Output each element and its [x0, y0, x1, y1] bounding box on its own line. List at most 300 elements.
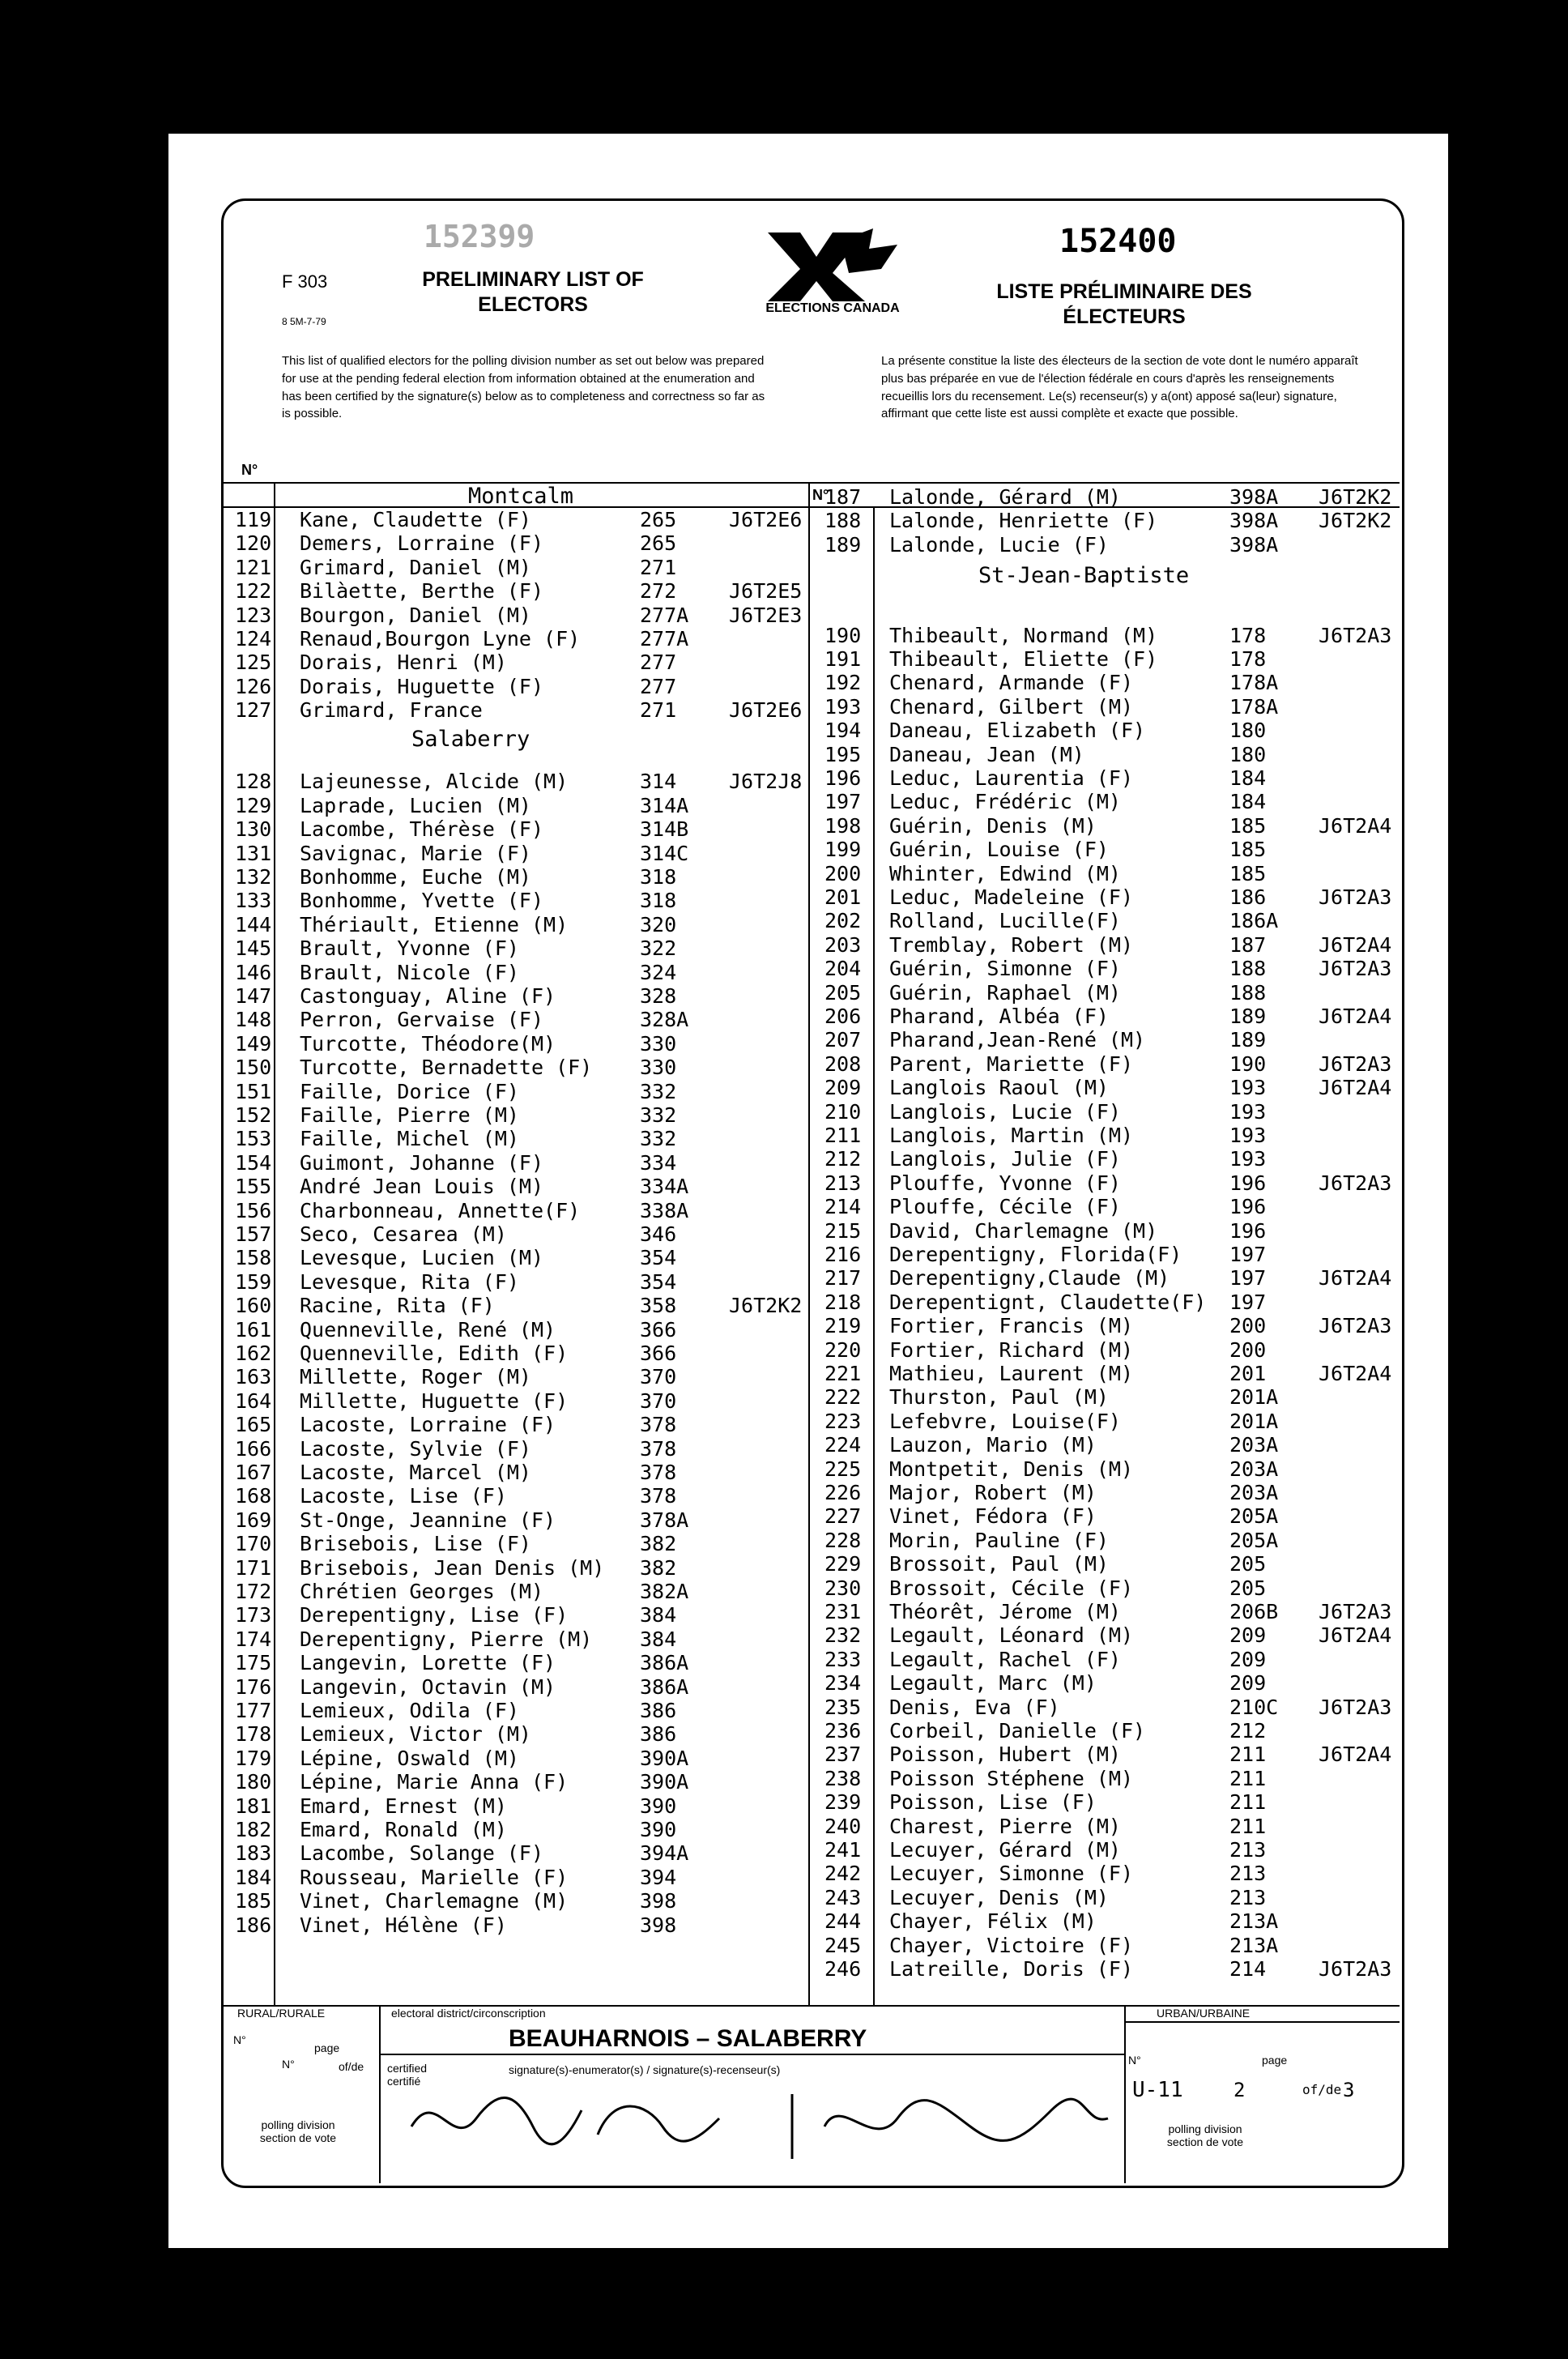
elector-number: 236: [824, 1718, 862, 1743]
elector-number: 159: [235, 1269, 272, 1294]
list-number: 152400: [1059, 223, 1177, 260]
elector-number: 209: [824, 1076, 862, 1100]
elector-name: Laprade, Lucien (M): [300, 793, 531, 817]
street-number: 178: [1229, 623, 1267, 647]
section-montcalm: Montcalm: [468, 484, 574, 509]
elector-number: 165: [235, 1413, 272, 1437]
elector-number: 201: [824, 885, 862, 909]
elector-name: Millette, Huguette (F): [300, 1389, 569, 1413]
elector-name: Chayer, Victoire (F): [889, 1933, 1134, 1957]
postal-code: J6T2A3: [1319, 623, 1392, 647]
elector-name: Levesque, Lucien (M): [300, 1246, 544, 1270]
elector-name: André Jean Louis (M): [300, 1175, 544, 1199]
district-label: electoral district/circonscription: [391, 2007, 546, 2020]
elector-name: Quenneville, Edith (F): [300, 1342, 569, 1365]
street-number: 213: [1229, 1862, 1267, 1886]
elector-name: Daneau, Jean (M): [889, 742, 1084, 766]
street-number: 197: [1229, 1266, 1267, 1290]
elector-name: Dorais, Huguette (F): [300, 674, 544, 698]
elector-name: St-Onge, Jeannine (F): [300, 1508, 556, 1532]
elector-number: 169: [235, 1508, 272, 1532]
elector-number: 172: [235, 1580, 272, 1603]
street-number: 394A: [640, 1841, 689, 1866]
svg-text:ELECTIONS CANADA: ELECTIONS CANADA: [765, 301, 900, 315]
elector-name: Thibeault, Normand (M): [889, 623, 1158, 647]
elector-name: Langevin, Lorette (F): [300, 1651, 556, 1675]
elector-name: Lacombe, Solange (F): [300, 1841, 544, 1866]
elector-name: Lacombe, Thérèse (F): [300, 817, 544, 842]
street-number: 193: [1229, 1147, 1267, 1171]
street-number: 314C: [640, 841, 689, 865]
elector-name: Legault, Léonard (M): [889, 1623, 1134, 1648]
elector-number: 184: [235, 1865, 272, 1889]
elector-name: Legault, Marc (M): [889, 1671, 1097, 1696]
elector-number: 154: [235, 1150, 272, 1175]
elector-name: Langlois, Lucie (F): [889, 1099, 1121, 1124]
street-number: 186: [1229, 885, 1267, 909]
elector-number: 241: [824, 1837, 862, 1862]
elector-name: Fortier, Richard (M): [889, 1337, 1134, 1362]
elector-number: 216: [824, 1242, 862, 1266]
street-number: 212: [1229, 1718, 1267, 1743]
elector-name: Tremblay, Robert (M): [889, 932, 1134, 957]
elector-number: 220: [824, 1337, 862, 1362]
elector-number: 215: [824, 1218, 862, 1243]
elections-canada-logo: [752, 224, 914, 322]
elector-name: Bourgon, Daniel (M): [300, 603, 531, 627]
street-number: 318: [640, 889, 677, 913]
elector-name: Lemieux, Victor (M): [300, 1722, 531, 1747]
elector-name: Dorais, Henri (M): [300, 651, 507, 675]
street-number: 314A: [640, 793, 689, 817]
elector-name: Legault, Rachel (F): [889, 1647, 1121, 1671]
elector-name: Parent, Mariette (F): [889, 1052, 1134, 1076]
certified-label: certified certifié: [387, 2062, 428, 2088]
elector-number: 163: [235, 1365, 272, 1389]
polling-label-right: polling division section de vote: [1166, 2122, 1244, 2148]
elector-number: 126: [235, 674, 272, 698]
elector-name: Turcotte, Bernadette (F): [300, 1056, 593, 1080]
street-number: 378: [640, 1461, 677, 1484]
elector-name: Langlois Raoul (M): [889, 1076, 1109, 1100]
street-number: 332: [640, 1127, 677, 1151]
street-number: 213A: [1229, 1933, 1279, 1957]
elector-number: 185: [235, 1889, 272, 1913]
elector-number: 203: [824, 932, 862, 957]
street-number: 265: [640, 531, 677, 556]
elector-number: 226: [824, 1480, 862, 1504]
street-number: 213A: [1229, 1909, 1279, 1934]
street-number: 205A: [1229, 1504, 1279, 1529]
postal-code: J6T2A4: [1319, 1623, 1392, 1648]
street-number: 196: [1229, 1171, 1267, 1195]
postal-code: J6T2A3: [1319, 1314, 1392, 1338]
street-number: 320: [640, 912, 677, 936]
elector-number: 146: [235, 960, 272, 984]
elector-number: 171: [235, 1555, 272, 1580]
street-number: 210C: [1229, 1695, 1279, 1719]
elector-number: 205: [824, 980, 862, 1005]
street-number: 189: [1229, 1028, 1267, 1052]
street-number: 205: [1229, 1576, 1267, 1600]
elector-number: 152: [235, 1103, 272, 1127]
street-number: 178A: [1229, 671, 1279, 695]
elector-number: 199: [824, 838, 862, 862]
elector-number: 148: [235, 1008, 272, 1032]
elector-number: 173: [235, 1603, 272, 1627]
elector-number: 130: [235, 817, 272, 842]
elector-name: Charbonneau, Annette(F): [300, 1198, 581, 1222]
elector-name: Lacoste, Lorraine (F): [300, 1413, 556, 1437]
street-number: 398A: [1229, 532, 1279, 557]
elector-name: Millette, Roger (M): [300, 1365, 531, 1389]
street-number: 382A: [640, 1580, 689, 1603]
rural-no: N°: [233, 2033, 246, 2046]
elector-number: 221: [824, 1361, 862, 1385]
district-name: BEAUHARNOIS – SALABERRY: [509, 2025, 867, 2052]
street-number: 318: [640, 865, 677, 889]
elector-name: Derepentigny, Pierre (M): [300, 1627, 593, 1651]
elector-name: Major, Robert (M): [889, 1480, 1097, 1504]
street-number: 358: [640, 1294, 677, 1318]
street-number: 378A: [640, 1508, 689, 1532]
street-number: 211: [1229, 1766, 1267, 1790]
street-number: 193: [1229, 1076, 1267, 1100]
elector-number: 122: [235, 579, 272, 604]
street-number: 211: [1229, 1790, 1267, 1815]
elector-number: 243: [824, 1885, 862, 1909]
street-number: 354: [640, 1246, 677, 1270]
street-number: 203A: [1229, 1480, 1279, 1504]
postal-code: J6T2E5: [729, 579, 803, 604]
elector-number: 151: [235, 1079, 272, 1103]
intro-en: This list of qualified electors for the polling division number as set out below was prepared for use at the pending federal election from information obtained at the enumeration and has been certified by the signature(s) below as to completeness and correctness so far as is possible.: [282, 354, 765, 421]
street-number: 271: [640, 555, 677, 579]
elector-name: Thériault, Etienne (M): [300, 912, 569, 936]
postal-code: J6T2E6: [729, 508, 803, 531]
elector-number: 233: [824, 1647, 862, 1671]
street-number: 382: [640, 1532, 677, 1556]
street-number: 188: [1229, 980, 1267, 1005]
street-number: 209: [1229, 1623, 1267, 1648]
elector-number: 192: [824, 671, 862, 695]
elector-number: 177: [235, 1699, 272, 1722]
elector-number: 187: [824, 485, 862, 509]
elector-number: 206: [824, 1004, 862, 1028]
street-number: 180: [1229, 742, 1267, 766]
elector-number: 174: [235, 1627, 272, 1651]
elector-name: Leduc, Frédéric (M): [889, 790, 1121, 814]
elector-number: 245: [824, 1933, 862, 1957]
postal-code: J6T2A4: [1319, 1743, 1392, 1767]
elector-name: Chenard, Armande (F): [889, 671, 1134, 695]
postal-code: J6T2A4: [1319, 1361, 1392, 1385]
street-number: 334: [640, 1150, 677, 1175]
page-total: 3: [1343, 2079, 1355, 2101]
elector-number: 227: [824, 1504, 862, 1529]
elector-number: 155: [235, 1175, 272, 1199]
street-number: 213: [1229, 1837, 1267, 1862]
street-number: 178: [1229, 646, 1267, 671]
elector-name: Vinet, Charlemagne (M): [300, 1889, 569, 1913]
elector-number: 145: [235, 936, 272, 961]
elector-number: 202: [824, 909, 862, 933]
elector-number: 197: [824, 790, 862, 814]
street-number: 185: [1229, 861, 1267, 885]
street-number: 206B: [1229, 1599, 1279, 1623]
postal-code: J6T2A3: [1319, 1171, 1392, 1195]
elector-number: 182: [235, 1818, 272, 1841]
street-number: 398: [640, 1889, 677, 1913]
elector-number: 244: [824, 1909, 862, 1934]
postal-code: J6T2K2: [729, 1294, 803, 1318]
elector-name: Bilàette, Berthe (F): [300, 579, 544, 604]
elector-name: Lacoste, Marcel (M): [300, 1461, 531, 1484]
street-number: 386: [640, 1722, 677, 1747]
street-number: 398A: [1229, 509, 1279, 533]
elector-number: 195: [824, 742, 862, 766]
street-number: 390: [640, 1794, 677, 1818]
street-number: 197: [1229, 1290, 1267, 1314]
street-number: 322: [640, 936, 677, 961]
rural-label: RURAL/RURALE: [237, 2007, 326, 2020]
elector-name: Langlois, Martin (M): [889, 1123, 1134, 1147]
elector-number: 219: [824, 1314, 862, 1338]
elector-number: 239: [824, 1790, 862, 1815]
elector-name: Brossoit, Paul (M): [889, 1552, 1109, 1576]
elector-number: 242: [824, 1862, 862, 1886]
elector-name: Lacoste, Lise (F): [300, 1484, 507, 1508]
postal-code: J6T2A3: [1319, 1052, 1392, 1076]
street-number: 201: [1229, 1361, 1267, 1385]
elector-number: 179: [235, 1746, 272, 1770]
elector-number: 186: [235, 1913, 272, 1937]
elector-number: 193: [824, 694, 862, 719]
elector-name: Vinet, Fédora (F): [889, 1504, 1097, 1529]
street-number: 366: [640, 1342, 677, 1365]
rural-of-label: of/de: [339, 2060, 364, 2073]
elector-name: Guérin, Louise (F): [889, 838, 1109, 862]
elector-number: 196: [824, 766, 862, 790]
elector-name: Théorêt, Jérome (M): [889, 1599, 1121, 1623]
elector-name: Seco, Cesarea (M): [300, 1222, 507, 1246]
street-number: 186A: [1229, 909, 1279, 933]
title-en: PRELIMINARY LIST OF ELECTORS: [422, 268, 644, 317]
elector-name: Plouffe, Cécile (F): [889, 1195, 1121, 1219]
elector-number: 149: [235, 1031, 272, 1056]
elector-number: 234: [824, 1671, 862, 1696]
elector-number: 178: [235, 1722, 272, 1747]
elector-number: 200: [824, 861, 862, 885]
elector-name: Perron, Gervaise (F): [300, 1008, 544, 1032]
elector-number: 213: [824, 1171, 862, 1195]
elector-number: 176: [235, 1674, 272, 1699]
elector-number: 164: [235, 1389, 272, 1413]
elector-number: 123: [235, 603, 272, 627]
street-number: 205A: [1229, 1528, 1279, 1552]
street-number: 334A: [640, 1175, 689, 1199]
elector-name: Savignac, Marie (F): [300, 841, 531, 865]
elector-name: Daneau, Elizabeth (F): [889, 719, 1146, 743]
street-number: 328A: [640, 1008, 689, 1032]
street-number: 211: [1229, 1814, 1267, 1838]
street-number: 201A: [1229, 1385, 1279, 1410]
elector-number: 246: [824, 1956, 862, 1981]
street-number: 200: [1229, 1337, 1267, 1362]
elector-number: 211: [824, 1123, 862, 1147]
postal-code: J6T2K2: [1319, 509, 1392, 533]
elector-name: Guimont, Johanne (F): [300, 1150, 544, 1175]
street-number: 209: [1229, 1647, 1267, 1671]
elector-name: Guérin, Raphael (M): [889, 980, 1121, 1005]
elector-name: Lemieux, Odila (F): [300, 1699, 519, 1722]
faint-number: 152399: [424, 219, 535, 254]
street-number: 324: [640, 960, 677, 984]
elector-number: 156: [235, 1198, 272, 1222]
street-number: 211: [1229, 1743, 1267, 1767]
street-number: 346: [640, 1222, 677, 1246]
elector-number: 188: [824, 509, 862, 533]
elector-name: Lalonde, Gérard (M): [889, 485, 1121, 509]
street-number: 205: [1229, 1552, 1267, 1576]
elector-number: 166: [235, 1436, 272, 1461]
street-number: 384: [640, 1603, 677, 1627]
elector-name: Faille, Dorice (F): [300, 1079, 519, 1103]
elector-number: 198: [824, 813, 862, 838]
street-number: 382: [640, 1555, 677, 1580]
elector-name: Langlois, Julie (F): [889, 1147, 1121, 1171]
postal-code: J6T2A4: [1319, 932, 1392, 957]
elector-number: 228: [824, 1528, 862, 1552]
elector-name: Rolland, Lucille(F): [889, 909, 1121, 933]
urban-page-label: page: [1262, 2054, 1288, 2067]
ballot-list-page: [168, 134, 1448, 2248]
elector-number: 121: [235, 555, 272, 579]
street-number: 354: [640, 1269, 677, 1294]
street-number: 272: [640, 579, 677, 604]
elector-name: Emard, Ronald (M): [300, 1818, 507, 1841]
postal-code: J6T2A3: [1319, 1695, 1392, 1719]
street-number: 370: [640, 1389, 677, 1413]
elector-name: Levesque, Rita (F): [300, 1269, 519, 1294]
street-number: 394: [640, 1865, 677, 1889]
elector-number: 125: [235, 651, 272, 675]
elector-name: Lauzon, Mario (M): [889, 1433, 1097, 1457]
elector-name: Lépine, Marie Anna (F): [300, 1770, 569, 1794]
street-number: 214: [1229, 1956, 1267, 1981]
elector-name: Racine, Rita (F): [300, 1294, 495, 1318]
elector-name: Guérin, Simonne (F): [889, 957, 1121, 981]
elector-number: 175: [235, 1651, 272, 1675]
elector-number: 162: [235, 1342, 272, 1365]
section-salaberry: Salaberry: [411, 726, 530, 752]
elector-number: 181: [235, 1794, 272, 1818]
elector-number: 240: [824, 1814, 862, 1838]
street-number: 197: [1229, 1242, 1267, 1266]
elector-number: 235: [824, 1695, 862, 1719]
street-number: 193: [1229, 1099, 1267, 1124]
elector-name: Lefebvre, Louise(F): [889, 1409, 1121, 1433]
street-number: 332: [640, 1103, 677, 1127]
elector-number: 222: [824, 1385, 862, 1410]
elector-name: Chayer, Félix (M): [889, 1909, 1097, 1934]
street-number: 277A: [640, 603, 689, 627]
elector-name: Fortier, Francis (M): [889, 1314, 1134, 1338]
elector-name: Poisson, Lise (F): [889, 1790, 1097, 1815]
elector-name: Brisebois, Jean Denis (M): [300, 1555, 605, 1580]
street-number: 200: [1229, 1314, 1267, 1338]
intro-fr: La présente constitue la liste des électeurs de la section de vote dont le numéro apparaît plus bas préparée en vue de l'élection fédérale en cours d'après les renseignements recueillis lors du recensement. Le(s) recenseur(s) y a(ont) apposé sa(leur) signature, affirmant que cette liste est aussi complète et exacte que possible.: [881, 354, 1358, 421]
elector-name: Pharand, Albéa (F): [889, 1004, 1109, 1028]
street-number: 187: [1229, 932, 1267, 957]
street-number: 178A: [1229, 694, 1279, 719]
postal-code: J6T2A4: [1319, 813, 1392, 838]
street-number: 190: [1229, 1052, 1267, 1076]
elector-number: 230: [824, 1576, 862, 1600]
page-number: 2: [1234, 2079, 1246, 2101]
elector-name: Kane, Claudette (F): [300, 508, 531, 531]
street-number: 265: [640, 508, 677, 531]
street-number: 277: [640, 674, 677, 698]
street-number: 378: [640, 1413, 677, 1437]
elector-number: 232: [824, 1623, 862, 1648]
elector-name: Poisson, Hubert (M): [889, 1743, 1121, 1767]
street-number: 180: [1229, 719, 1267, 743]
elector-number: 147: [235, 984, 272, 1008]
street-number: 277: [640, 651, 677, 675]
street-number: 185: [1229, 813, 1267, 838]
elector-number: 229: [824, 1552, 862, 1576]
elector-number: 133: [235, 889, 272, 913]
elector-name: Langevin, Octavin (M): [300, 1674, 556, 1699]
elector-name: Demers, Lorraine (F): [300, 531, 544, 556]
elector-number: 153: [235, 1127, 272, 1151]
no-header-right: N°: [812, 487, 829, 503]
postal-code: J6T2A3: [1319, 885, 1392, 909]
elector-number: 131: [235, 841, 272, 865]
street-number: 378: [640, 1436, 677, 1461]
elector-name: Grimard, Daniel (M): [300, 555, 531, 579]
elector-name: Derepentigny, Florida(F): [889, 1242, 1182, 1266]
elector-number: 129: [235, 793, 272, 817]
elector-number: 180: [235, 1770, 272, 1794]
elector-name: Lacoste, Sylvie (F): [300, 1436, 531, 1461]
postal-code: J6T2A4: [1319, 1004, 1392, 1028]
elector-number: 157: [235, 1222, 272, 1246]
signature-label: signature(s)-enumerator(s) / signature(s)-recenseur(s): [509, 2063, 781, 2076]
elector-number: 217: [824, 1266, 862, 1290]
elector-name: Faille, Michel (M): [300, 1127, 519, 1151]
polling-label-left: polling division section de vote: [259, 2118, 337, 2144]
elector-name: Brault, Yvonne (F): [300, 936, 519, 961]
street-number: 328: [640, 984, 677, 1008]
street-number: 330: [640, 1031, 677, 1056]
elector-number: 170: [235, 1532, 272, 1556]
street-number: 370: [640, 1365, 677, 1389]
elector-name: Derepentigny,Claude (M): [889, 1266, 1170, 1290]
title-fr: LISTE PRÉLIMINAIRE DES ÉLECTEURS: [996, 280, 1252, 329]
elector-name: Bonhomme, Euche (M): [300, 865, 531, 889]
postal-code: J6T2A3: [1319, 1956, 1392, 1981]
street-number: 203A: [1229, 1457, 1279, 1481]
elector-number: 223: [824, 1409, 862, 1433]
elector-number: 160: [235, 1294, 272, 1318]
street-number: 314: [640, 770, 677, 794]
elector-number: 120: [235, 531, 272, 556]
section-st-jean-baptiste: St-Jean-Baptiste: [978, 563, 1190, 589]
elector-number: 190: [824, 623, 862, 647]
elector-name: Lecuyer, Simonne (F): [889, 1862, 1134, 1886]
